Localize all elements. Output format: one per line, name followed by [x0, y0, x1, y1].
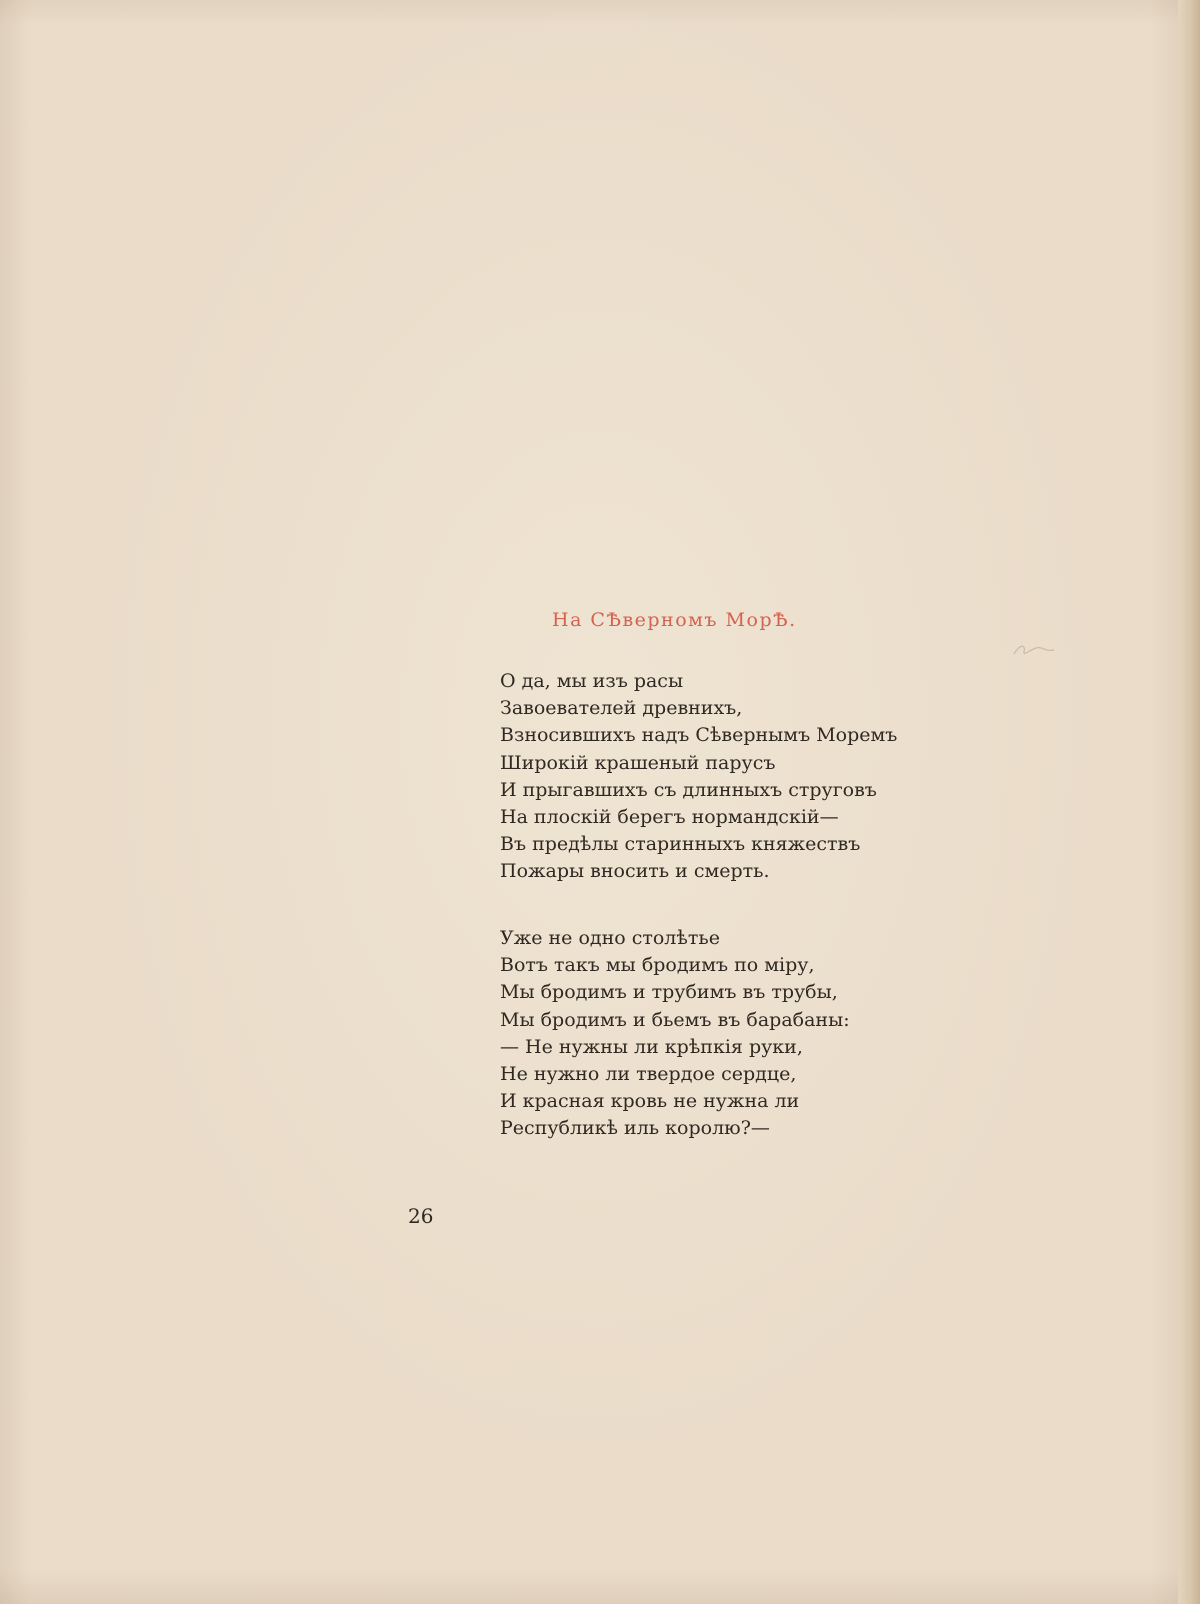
poem-line: Мы бродимъ и трубимъ въ трубы,	[500, 981, 838, 1004]
stanza-1	[500, 668, 940, 886]
poem-line: — Не нужны ли крѣпкія руки,	[500, 1035, 803, 1058]
poem-line: На плоскій берегъ нормандскій—	[500, 806, 839, 829]
poem-line: О да, мы изъ расы	[500, 670, 684, 692]
poem-line: Пожары вносить и смерть.	[500, 860, 770, 883]
page-edge	[1178, 0, 1200, 1604]
page-number: 26	[408, 1204, 434, 1228]
pencil-mark	[1010, 640, 1060, 660]
poem-line: Взносившихъ надъ Сѣвернымъ Моремъ	[500, 724, 898, 747]
poem-line: Республикѣ иль королю?—	[500, 1117, 770, 1140]
poem-line: И красная кровь не нужна ли	[500, 1090, 800, 1113]
poem-line: И прыгавшихъ съ длинныхъ струговъ	[500, 778, 877, 801]
poem-line: Уже не одно столѣтье	[500, 927, 720, 949]
stanza-2	[500, 925, 940, 1143]
poem-line: Широкій крашеный парусъ	[500, 751, 776, 774]
poem-line: Въ предѣлы старинныхъ княжествъ	[500, 833, 861, 856]
poem-title: На СѢверномъ МорѢ.	[552, 609, 797, 631]
poem-line: Не нужно ли твердое сердце,	[500, 1063, 797, 1086]
poem-line: Завоевателей древнихъ,	[500, 697, 743, 720]
poem-line: Вотъ такъ мы бродимъ по міру,	[500, 954, 815, 977]
poem-line: Мы бродимъ и бьемъ въ барабаны:	[500, 1008, 850, 1031]
